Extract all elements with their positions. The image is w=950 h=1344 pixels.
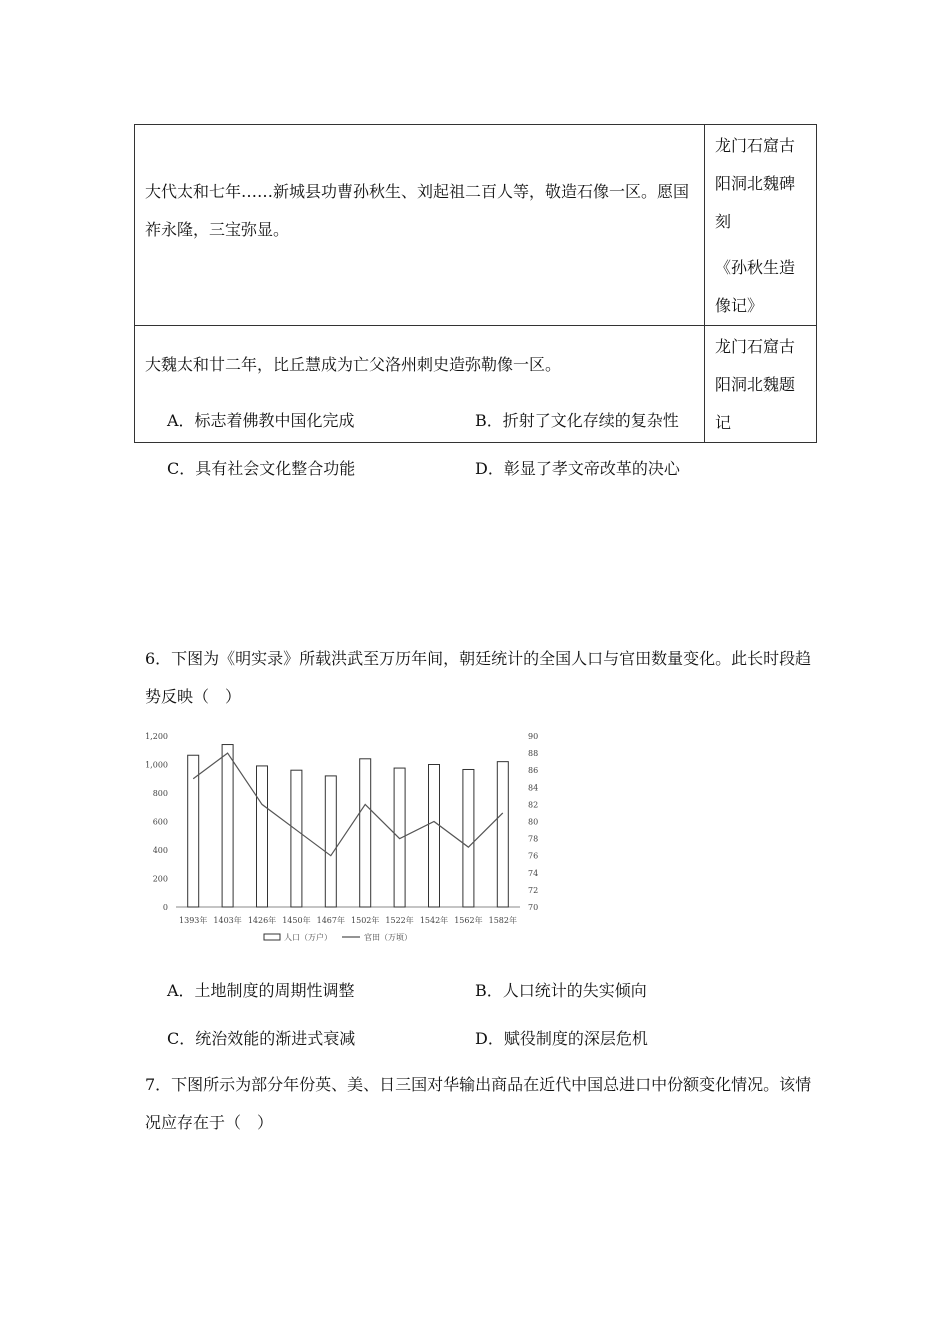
x-tick-label: 1542年 — [419, 916, 449, 925]
q6-option-d[interactable]: D．赋役制度的深层危机 — [475, 1029, 648, 1048]
q6-option-b[interactable]: B．人口统计的失实倾向 — [475, 981, 647, 1000]
table-cell-source — [705, 326, 817, 443]
left-tick-label: 1,200 — [145, 732, 168, 741]
population-bar — [360, 759, 371, 907]
source-title: 《孙秋生造像记》 — [715, 258, 796, 315]
table-cell-text — [135, 125, 705, 326]
left-tick-label: 600 — [152, 817, 168, 827]
source-line: 龙门石窟古阳洞北魏碑刻 — [715, 136, 796, 231]
left-tick-label: 1,000 — [145, 760, 168, 770]
population-bar — [257, 766, 268, 907]
right-tick-label: 90 — [528, 732, 539, 741]
population-bar — [325, 776, 336, 907]
source-line: 龙门石窟古阳洞北魏题记 — [715, 337, 796, 432]
x-tick-label: 1467年 — [316, 916, 345, 925]
right-tick-label: 88 — [528, 749, 539, 759]
x-tick-label: 1502年 — [351, 916, 380, 925]
x-tick-label: 1403年 — [213, 916, 242, 925]
left-tick-label: 200 — [152, 874, 168, 884]
x-tick-label: 1426年 — [247, 916, 277, 925]
official-land-line — [193, 753, 503, 856]
right-tick-label: 84 — [528, 783, 539, 793]
legend-population: 人口（万户） — [284, 933, 332, 942]
right-tick-label: 70 — [528, 903, 539, 912]
left-tick-label: 800 — [152, 789, 168, 798]
q5-option-a[interactable]: A．标志着佛教中国化完成 — [167, 411, 355, 430]
x-tick-label: 1562年 — [454, 916, 483, 925]
right-tick-label: 72 — [528, 885, 539, 895]
right-tick-label: 74 — [528, 868, 539, 878]
legend-official-land: 官田（万顷） — [364, 933, 412, 942]
q6-stem: 6．下图为《明实录》所载洪武至万历年间，朝廷统计的全国人口与官田数量变化。此长时段趋势反映（ ） — [145, 649, 812, 706]
q6-option-a[interactable]: A．土地制度的周期性调整 — [167, 981, 355, 1000]
q5-option-d[interactable]: D．彰显了孝文帝改革的决心 — [475, 459, 680, 478]
legend-bar-swatch — [264, 934, 280, 940]
right-tick-label: 82 — [528, 800, 539, 810]
q5-option-b[interactable]: B．折射了文化存续的复杂性 — [475, 411, 679, 430]
left-tick-label: 0 — [162, 903, 168, 912]
population-bar — [429, 765, 440, 908]
q5-option-c[interactable]: C．具有社会文化整合功能 — [167, 459, 356, 478]
population-bar — [497, 762, 508, 907]
population-bar — [394, 768, 405, 907]
right-tick-label: 78 — [528, 834, 539, 844]
x-tick-label: 1522年 — [385, 916, 414, 925]
inscription-text: 大代太和七年……新城县功曹孙秋生、刘起祖二百人等，敬造石像一区。愿国祚永隆，三宝弥显。 — [145, 182, 690, 239]
q7-stem: 7．下图所示为部分年份英、美、日三国对华输出商品在近代中国总进口中份额变化情况。该情况应存在于（ ） — [145, 1075, 812, 1132]
x-tick-label: 1450年 — [282, 916, 311, 925]
right-tick-label: 80 — [528, 817, 539, 827]
population-bar — [463, 769, 474, 907]
population-bar — [291, 770, 302, 907]
q6-option-c[interactable]: C．统治效能的渐进式衰减 — [167, 1029, 356, 1048]
population-bar — [222, 745, 233, 907]
right-tick-label: 76 — [528, 851, 539, 861]
right-tick-label: 86 — [528, 766, 539, 776]
table-cell-source — [705, 125, 817, 326]
left-tick-label: 400 — [152, 846, 168, 855]
x-tick-label: 1582年 — [488, 916, 517, 925]
population-officialland-chart — [140, 722, 550, 952]
inscription-text: 大魏太和廿二年，比丘慧成为亡父洛州刺史造弥勒像一区。 — [145, 355, 562, 374]
x-tick-label: 1393年 — [179, 916, 208, 925]
inscription-table — [134, 124, 817, 443]
